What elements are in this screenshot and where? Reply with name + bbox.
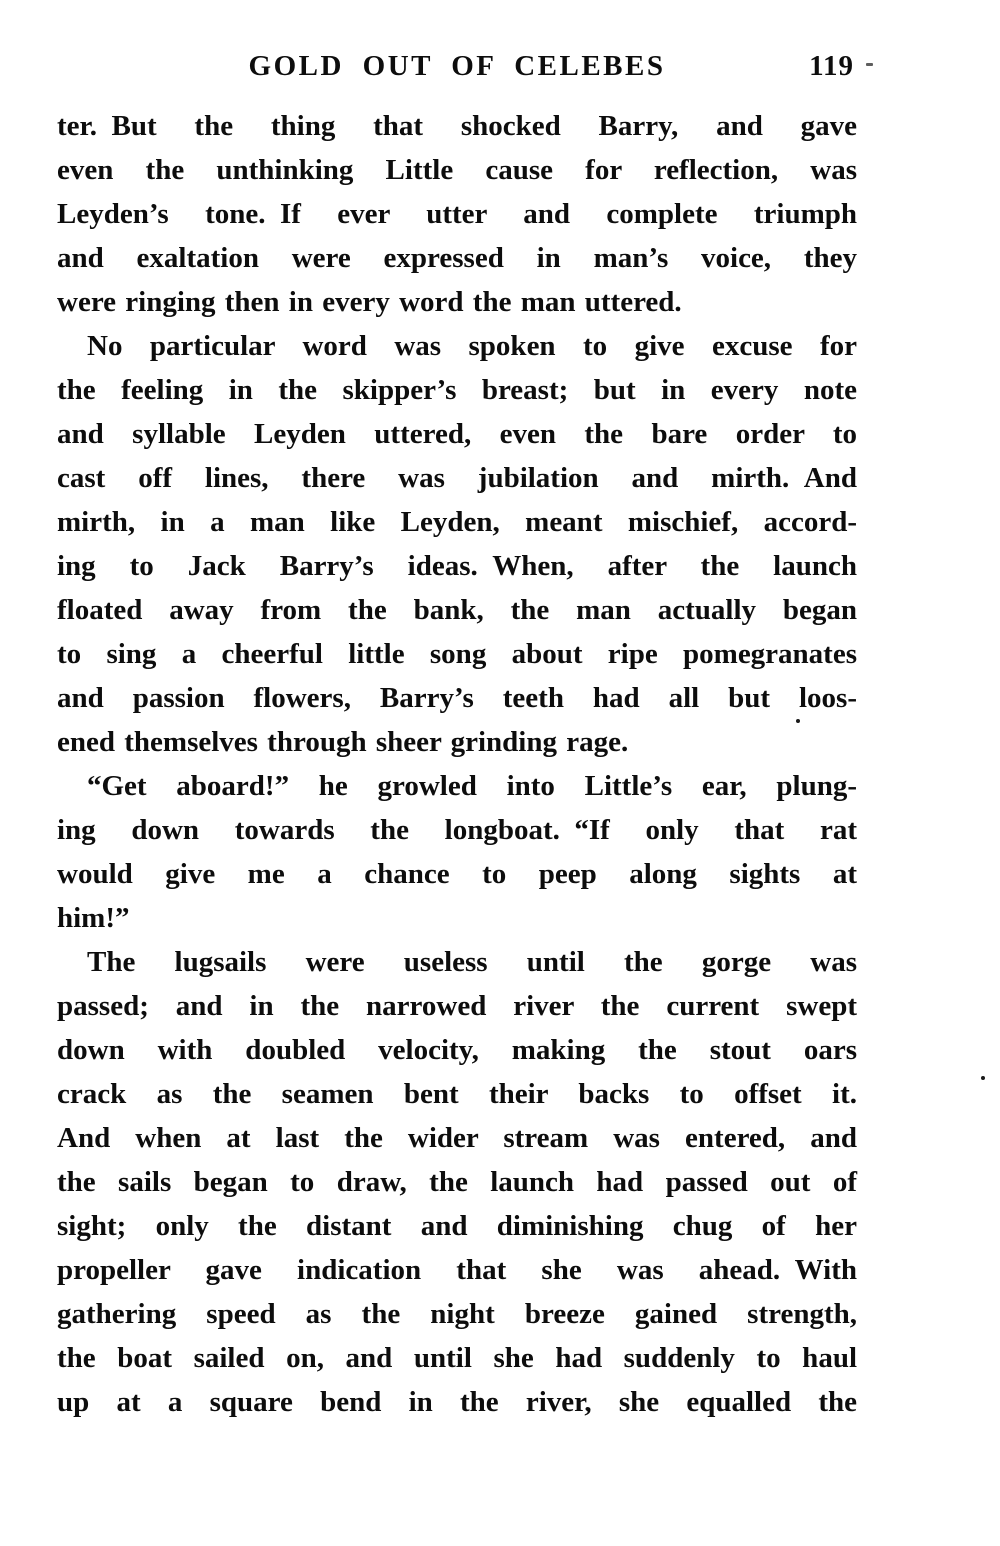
- text-line: crack as the seamen bent their backs to offset it.: [57, 1078, 857, 1110]
- text-line: mirth, in a man like Leyden, meant mischief, accord-: [57, 506, 857, 538]
- text-line: gathering speed as the night breeze gained strength,: [57, 1298, 857, 1330]
- text-line: ing down towards the longboat. “If only that rat: [57, 814, 857, 846]
- text-line: ter. But the thing that shocked Barry, and gave: [57, 110, 857, 142]
- text-line: And when at last the wider stream was entered, and: [57, 1122, 857, 1154]
- text-line: ened themselves through sheer grinding rage.: [57, 726, 629, 758]
- text-line: down with doubled velocity, making the stout oars: [57, 1034, 857, 1066]
- page-number: 119: [809, 50, 854, 82]
- paragraph: [57, 104, 857, 324]
- text-line: the feeling in the skipper’s breast; but in every note: [57, 374, 857, 406]
- running-title: GOLD OUT OF CELEBES: [248, 50, 666, 82]
- text-line: and passion flowers, Barry’s teeth had all but loos-: [57, 682, 857, 714]
- scan-speck: [796, 719, 800, 723]
- text-line: cast off lines, there was jubilation and mirth. And: [57, 462, 857, 494]
- text-line: propeller gave indication that she was ahead. With: [57, 1254, 857, 1286]
- text-line: floated away from the bank, the man actually began: [57, 594, 857, 626]
- text-line: the sails began to draw, the launch had passed out of: [57, 1166, 857, 1198]
- text-line: The lugsails were useless until the gorge was: [87, 946, 857, 978]
- text-line: up at a square bend in the river, she equalled the: [57, 1386, 857, 1418]
- body-text: [57, 104, 857, 1424]
- paragraph: [57, 324, 857, 764]
- text-line: would give me a chance to peep along sights at: [57, 858, 857, 890]
- text-line: even the unthinking Little cause for reflection, was: [57, 154, 857, 186]
- text-line: were ringing then in every word the man uttered.: [57, 286, 682, 318]
- paragraph: [57, 940, 857, 1424]
- scan-speck: [866, 63, 873, 66]
- text-line: Leyden’s tone. If ever utter and complete triumph: [57, 198, 857, 230]
- text-line: the boat sailed on, and until she had suddenly to haul: [57, 1342, 857, 1374]
- text-line: No particular word was spoken to give excuse for: [87, 330, 857, 362]
- paragraph: [57, 764, 857, 940]
- text-line: sight; only the distant and diminishing chug of her: [57, 1210, 857, 1242]
- text-line: ing to Jack Barry’s ideas. When, after the launch: [57, 550, 857, 582]
- running-head: [57, 50, 857, 90]
- text-line: and exaltation were expressed in man’s voice, they: [57, 242, 857, 274]
- text-line: passed; and in the narrowed river the current swept: [57, 990, 857, 1022]
- text-line: “Get aboard!” he growled into Little’s ear, plung-: [87, 770, 857, 802]
- scan-speck: [981, 1076, 985, 1080]
- text-line: to sing a cheerful little song about ripe pomegranates: [57, 638, 857, 670]
- text-line: him!”: [57, 902, 130, 934]
- text-line: and syllable Leyden uttered, even the bare order to: [57, 418, 857, 450]
